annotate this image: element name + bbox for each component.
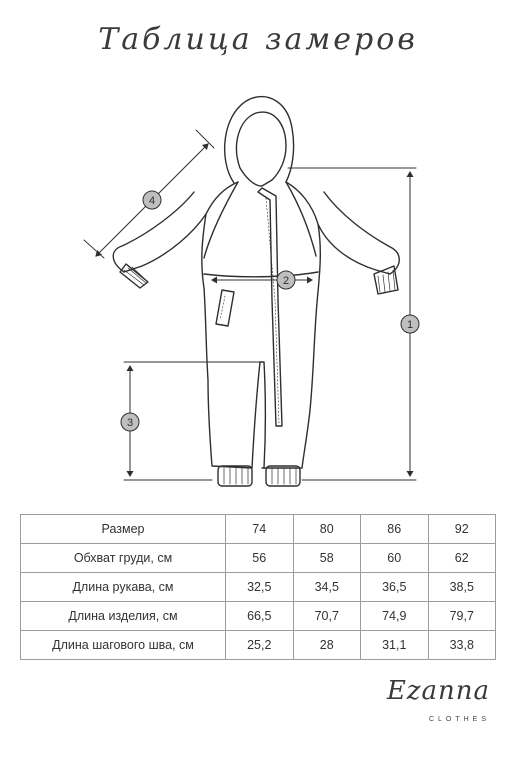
table-row <box>21 602 496 631</box>
table-cell: 74,9 <box>361 602 429 631</box>
page-title: Таблица замеров <box>98 22 418 57</box>
marker-2 <box>277 271 295 289</box>
left-leg-cuff <box>218 466 252 486</box>
row-label: Длина изделия, см <box>21 602 226 631</box>
table-cell: 79,7 <box>428 602 496 631</box>
table-header-label: Размер <box>21 515 226 544</box>
table-cell: 25,2 <box>226 631 294 660</box>
marker-1 <box>401 315 419 333</box>
inseam-guide-lines <box>124 362 260 480</box>
svg-text:3: 3 <box>126 417 134 429</box>
row-label: Длина рукава, см <box>21 573 226 602</box>
hood-opening <box>237 112 286 186</box>
row-label: Длина шагового шва, см <box>21 631 226 660</box>
brand-wordmark: Ezanna <box>386 676 490 706</box>
marker-4 <box>143 191 161 209</box>
table-cell: 28 <box>293 631 361 660</box>
table-cell: 56 <box>226 544 294 573</box>
table-row <box>21 544 496 573</box>
brand-logo <box>350 676 490 736</box>
right-leg-cuff <box>266 466 300 486</box>
jumpsuit-body-outline <box>124 182 390 468</box>
brand-subline: CLOTHES <box>428 716 490 723</box>
svg-text:2: 2 <box>282 275 290 287</box>
waist-seam <box>204 272 318 277</box>
jumpsuit-measurement-diagram <box>0 80 516 500</box>
table-cell: 34,5 <box>293 573 361 602</box>
right-sleeve <box>324 192 399 274</box>
pocket <box>216 290 234 326</box>
table-row <box>21 573 496 602</box>
svg-text:4: 4 <box>148 195 156 207</box>
table-cell: 66,5 <box>226 602 294 631</box>
leg-cuff-rib <box>224 468 296 484</box>
size-cell: 74 <box>226 515 294 544</box>
svg-text:1: 1 <box>406 319 414 331</box>
left-cuff <box>120 264 148 288</box>
hood-outline <box>225 97 294 183</box>
table-cell: 60 <box>361 544 429 573</box>
table-cell: 36,5 <box>361 573 429 602</box>
size-cell: 86 <box>361 515 429 544</box>
table-cell: 32,5 <box>226 573 294 602</box>
table-row <box>21 631 496 660</box>
table-header-row <box>21 515 496 544</box>
size-cell: 92 <box>428 515 496 544</box>
table-cell: 58 <box>293 544 361 573</box>
left-cuff-rib <box>124 267 147 285</box>
table-cell: 70,7 <box>293 602 361 631</box>
table-cell: 38,5 <box>428 573 496 602</box>
marker-3 <box>121 413 139 431</box>
table-cell: 62 <box>428 544 496 573</box>
size-cell: 80 <box>293 515 361 544</box>
zipper <box>258 188 282 426</box>
table-cell: 33,8 <box>428 631 496 660</box>
size-chart-table <box>20 514 496 660</box>
row-label: Обхват груди, см <box>21 544 226 573</box>
table-cell: 31,1 <box>361 631 429 660</box>
